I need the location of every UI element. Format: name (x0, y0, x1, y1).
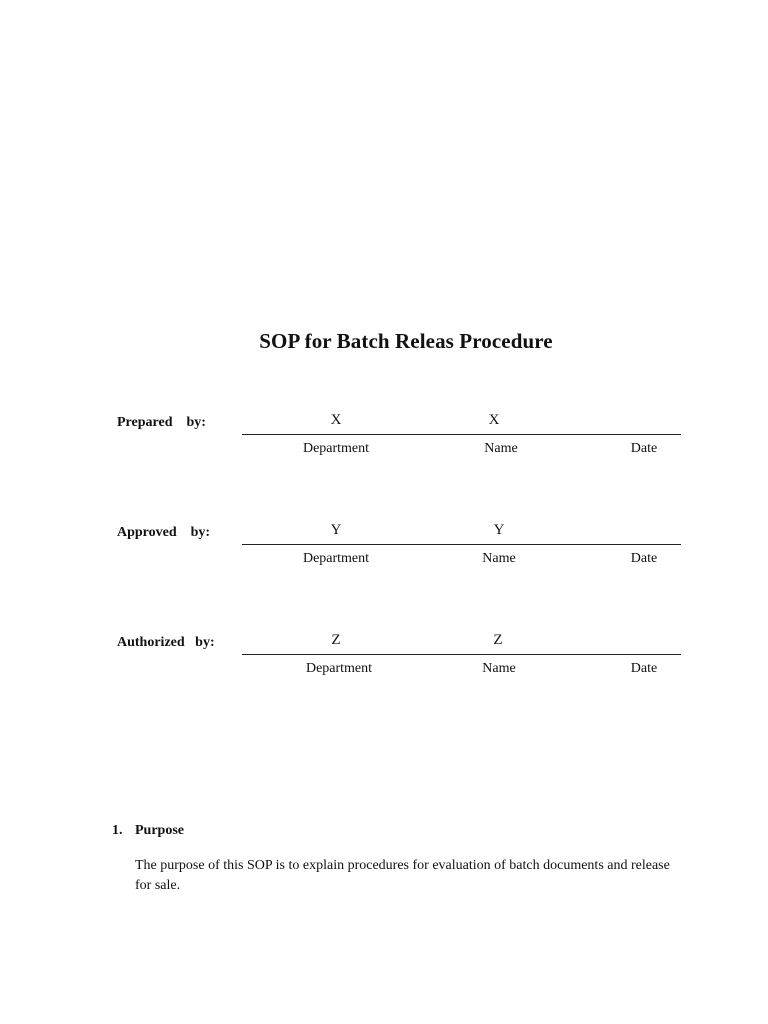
section-title: Purpose (135, 823, 184, 838)
section-body: The purpose of this SOP is to explain procedures for evaluation of batch documents and release for sale. (135, 858, 670, 893)
approved-name-caption: Name (482, 551, 516, 566)
authorized-by-label: Authorized by: (117, 635, 215, 650)
authorized-date-caption: Date (630, 661, 658, 676)
signature-block-prepared (0, 412, 768, 472)
section-heading (112, 823, 184, 839)
approved-department-caption: Department (302, 551, 370, 566)
prepared-department-caption: Department (302, 441, 370, 456)
signature-block-authorized (0, 632, 768, 692)
authorized-department-value: Z (331, 632, 341, 648)
approved-date-caption: Date (630, 551, 658, 566)
authorized-signature-line (242, 654, 681, 655)
section-number: 1. (112, 823, 123, 838)
page-title: SOP for Batch Releas Procedure (259, 329, 553, 353)
authorized-name-value: Z (493, 632, 503, 648)
prepared-department-value: X (330, 412, 342, 428)
approved-department-value: Y (330, 522, 342, 538)
approved-name-value: Y (493, 522, 505, 538)
approved-signature-line (242, 544, 681, 545)
prepared-by-label: Prepared by: (117, 415, 206, 430)
prepared-date-caption: Date (630, 441, 658, 456)
authorized-name-caption: Name (482, 661, 516, 676)
prepared-signature-line (242, 434, 681, 435)
signature-block-approved (0, 522, 768, 582)
authorized-department-caption: Department (305, 661, 373, 676)
prepared-name-value: X (488, 412, 500, 428)
approved-by-label: Approved by: (117, 525, 211, 540)
prepared-name-caption: Name (484, 441, 518, 456)
